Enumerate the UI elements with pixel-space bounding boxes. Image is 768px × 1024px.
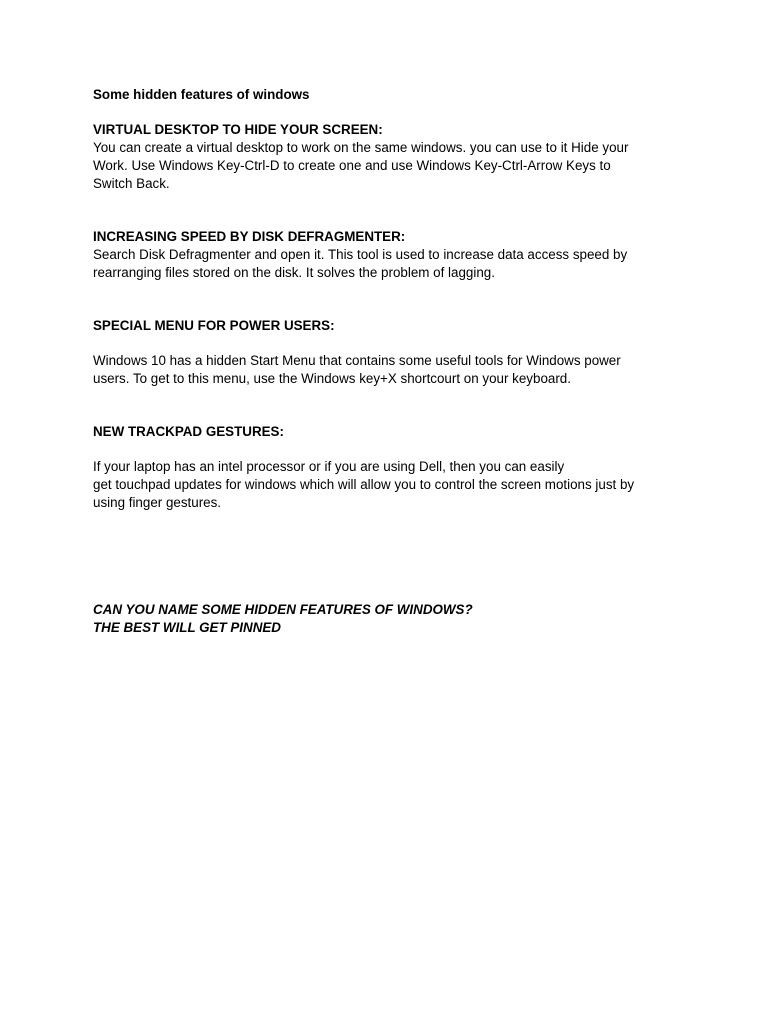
section-text-line: Work. Use Windows Key-Ctrl-D to create one and use Windows Key-Ctrl-Arrow Keys to bbox=[93, 158, 611, 173]
document-title: Some hidden features of windows bbox=[93, 87, 310, 102]
section-heading-trackpad-gestures: NEW TRACKPAD GESTURES: bbox=[93, 424, 284, 439]
document-page bbox=[93, 86, 693, 637]
closing-question: CAN YOU NAME SOME HIDDEN FEATURES OF WINDOWS? bbox=[93, 602, 473, 617]
section-text-line: rearranging files stored on the disk. It solves the problem of lagging. bbox=[93, 265, 495, 280]
section-heading-power-users: SPECIAL MENU FOR POWER USERS: bbox=[93, 318, 335, 333]
section-text-line: using finger gestures. bbox=[93, 495, 222, 510]
section-heading-disk-defragmenter: INCREASING SPEED BY DISK DEFRAGMENTER: bbox=[93, 229, 406, 244]
closing-note: THE BEST WILL GET PINNED bbox=[93, 620, 281, 635]
section-text-line: Switch Back. bbox=[93, 176, 170, 191]
section-text-line: Search Disk Defragmenter and open it. This tool is used to increase data access speed by bbox=[93, 247, 628, 262]
section-text-line: users. To get to this menu, use the Windows key+X shortcourt on your keyboard. bbox=[93, 371, 571, 386]
section-heading-virtual-desktop: VIRTUAL DESKTOP TO HIDE YOUR SCREEN: bbox=[93, 122, 383, 137]
section-text-line: You can create a virtual desktop to work on the same windows. you can use to it Hide your bbox=[93, 140, 629, 155]
section-text-line: Windows 10 has a hidden Start Menu that contains some useful tools for Windows power bbox=[93, 353, 621, 368]
section-text-line: get touchpad updates for windows which will allow you to control the screen motions just by bbox=[93, 477, 635, 492]
section-text-line: If your laptop has an intel processor or if you are using Dell, then you can easily bbox=[93, 459, 565, 474]
